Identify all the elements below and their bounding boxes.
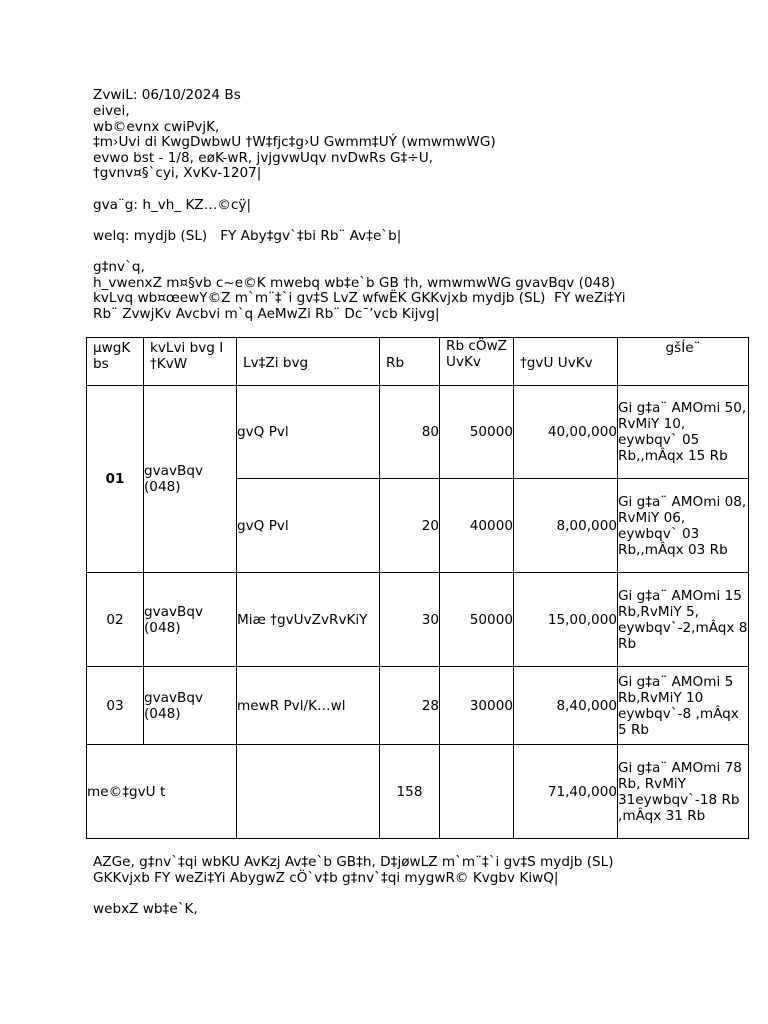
cell-branch: gvavBqv (048) <box>144 667 237 745</box>
header-serial: µwgK bs <box>87 338 144 386</box>
cell-remarks: Gi g‡a¨ AMOmi 15 Rb,RvMiY 5, eywbqv`-2,mÂqx 8 Rb <box>618 573 749 667</box>
cell-total: 15,00,000 <box>514 573 618 667</box>
table-row <box>87 667 749 745</box>
cell-sector: mewR Pvl/K…wl <box>237 667 380 745</box>
header-persons: Rb <box>380 338 440 386</box>
recipient-line: ‡m›Uvi di KwgDwbwU †W‡fjc‡g›U Gwmm‡UÝ (wmwmwWG) <box>93 134 496 150</box>
cell-total: 8,00,000 <box>514 479 618 573</box>
cell-branch: gvavBqv (048) <box>144 386 237 573</box>
cell-sector: gvQ Pvl <box>237 386 380 479</box>
recipient-line: eivei, <box>93 103 130 119</box>
table-total-row <box>87 745 749 839</box>
letter-date: ZvwiL: 06/10/2024 Bs <box>93 87 241 103</box>
table-header-row <box>87 338 749 386</box>
cell-per-person: 40000 <box>440 479 514 573</box>
cell-sector: gvQ Pvl <box>237 479 380 573</box>
cell-serial: 01 <box>87 386 144 573</box>
cell-per-person: 30000 <box>440 667 514 745</box>
cell-serial: 03 <box>87 667 144 745</box>
header-branch: kvLvi bvg I †KvW <box>144 338 237 386</box>
via-line: gva¨g: h_vh_ KZ…©cÿ| <box>93 197 252 213</box>
cell-total: 40,00,000 <box>514 386 618 479</box>
total-remarks: Gi g‡a¨ AMOmi 78 Rb, RvMiY 31eywbqv`-18 Rb ,mÂqx 31 Rb <box>618 745 749 839</box>
total-persons: 158 <box>380 745 440 839</box>
cell-remarks: Gi g‡a¨ AMOmi 50, RvMiY 10, eywbqv` 05 Rb,,mÂqx 15 Rb <box>618 386 749 479</box>
cell-persons: 30 <box>380 573 440 667</box>
cell-remarks: Gi g‡a¨ AMOmi 08, RvMiY 06, eywbqv` 03 Rb,,mÂqx 03 Rb <box>618 479 749 573</box>
subject-line: welq: mydjb (SL) FY Aby‡gv`‡bi Rb¨ Av‡e`b| <box>93 228 402 244</box>
header-sector: Lv‡Zi bvg <box>237 338 380 386</box>
table-row <box>87 386 749 479</box>
body-line: kvLvq wb¤œewY©Z m`m¨‡`i gv‡S LvZ wfwËK GKKvjxb mydjb (SL) FY weZi‡Yi <box>93 290 626 306</box>
total-per-person-empty <box>440 745 514 839</box>
cell-persons: 80 <box>380 386 440 479</box>
header-total: †gvU UvKv <box>514 338 618 386</box>
signoff: webxZ wb‡e`K, <box>93 901 198 917</box>
closing-line: GKKvjxb FY weZi‡Yi AbygwZ cÖ`v‡b g‡nv`‡qi mygwR© Kvgbv KiwQ| <box>93 870 559 886</box>
cell-persons: 28 <box>380 667 440 745</box>
cell-branch: gvavBqv (048) <box>144 573 237 667</box>
cell-per-person: 50000 <box>440 386 514 479</box>
grand-total: 71,40,000 <box>514 745 618 839</box>
cell-total: 8,40,000 <box>514 667 618 745</box>
total-label: me©‡gvU t <box>87 745 237 839</box>
recipient-line: wb©evnx cwiPvjK, <box>93 119 220 135</box>
cell-remarks: Gi g‡a¨ AMOmi 5 Rb,RvMiY 10 eywbqv`-8 ,mÂqx 5 Rb <box>618 667 749 745</box>
cell-serial: 02 <box>87 573 144 667</box>
cell-per-person: 50000 <box>440 573 514 667</box>
body-line: Rb¨ ZvwjKv Avcbvi m`q AeMwZi Rb¨ Dc¯’vcb Kijvg| <box>93 306 440 322</box>
loan-table <box>86 337 749 839</box>
header-per-person: Rb cÖwZ UvKv <box>440 338 514 386</box>
salutation: g‡nv`q, <box>93 259 145 275</box>
total-sector-empty <box>237 745 380 839</box>
recipient-line: evwo bst - 1/8, eøK-wR, jvjgvwUqv nvDwRs G‡÷U, <box>93 150 433 166</box>
recipient-line: †gvnv¤§`cyi, XvKv-1207| <box>93 165 262 181</box>
cell-persons: 20 <box>380 479 440 573</box>
table-row <box>87 573 749 667</box>
body-line: h_vwenxZ m¤§vb c~e©K mwebq wb‡e`b GB †h, wmwmwWG gvavBqv (048) <box>93 275 616 291</box>
cell-sector: Miæ †gvUvZvRvKiY <box>237 573 380 667</box>
closing-line: AZGe, g‡nv`‡qi wbKU AvKzj Av‡e`b GB‡h, D‡jøwLZ m`m¨‡`i gv‡S mydjb (SL) <box>93 854 614 870</box>
header-remarks: gšÍe¨ <box>618 338 749 386</box>
